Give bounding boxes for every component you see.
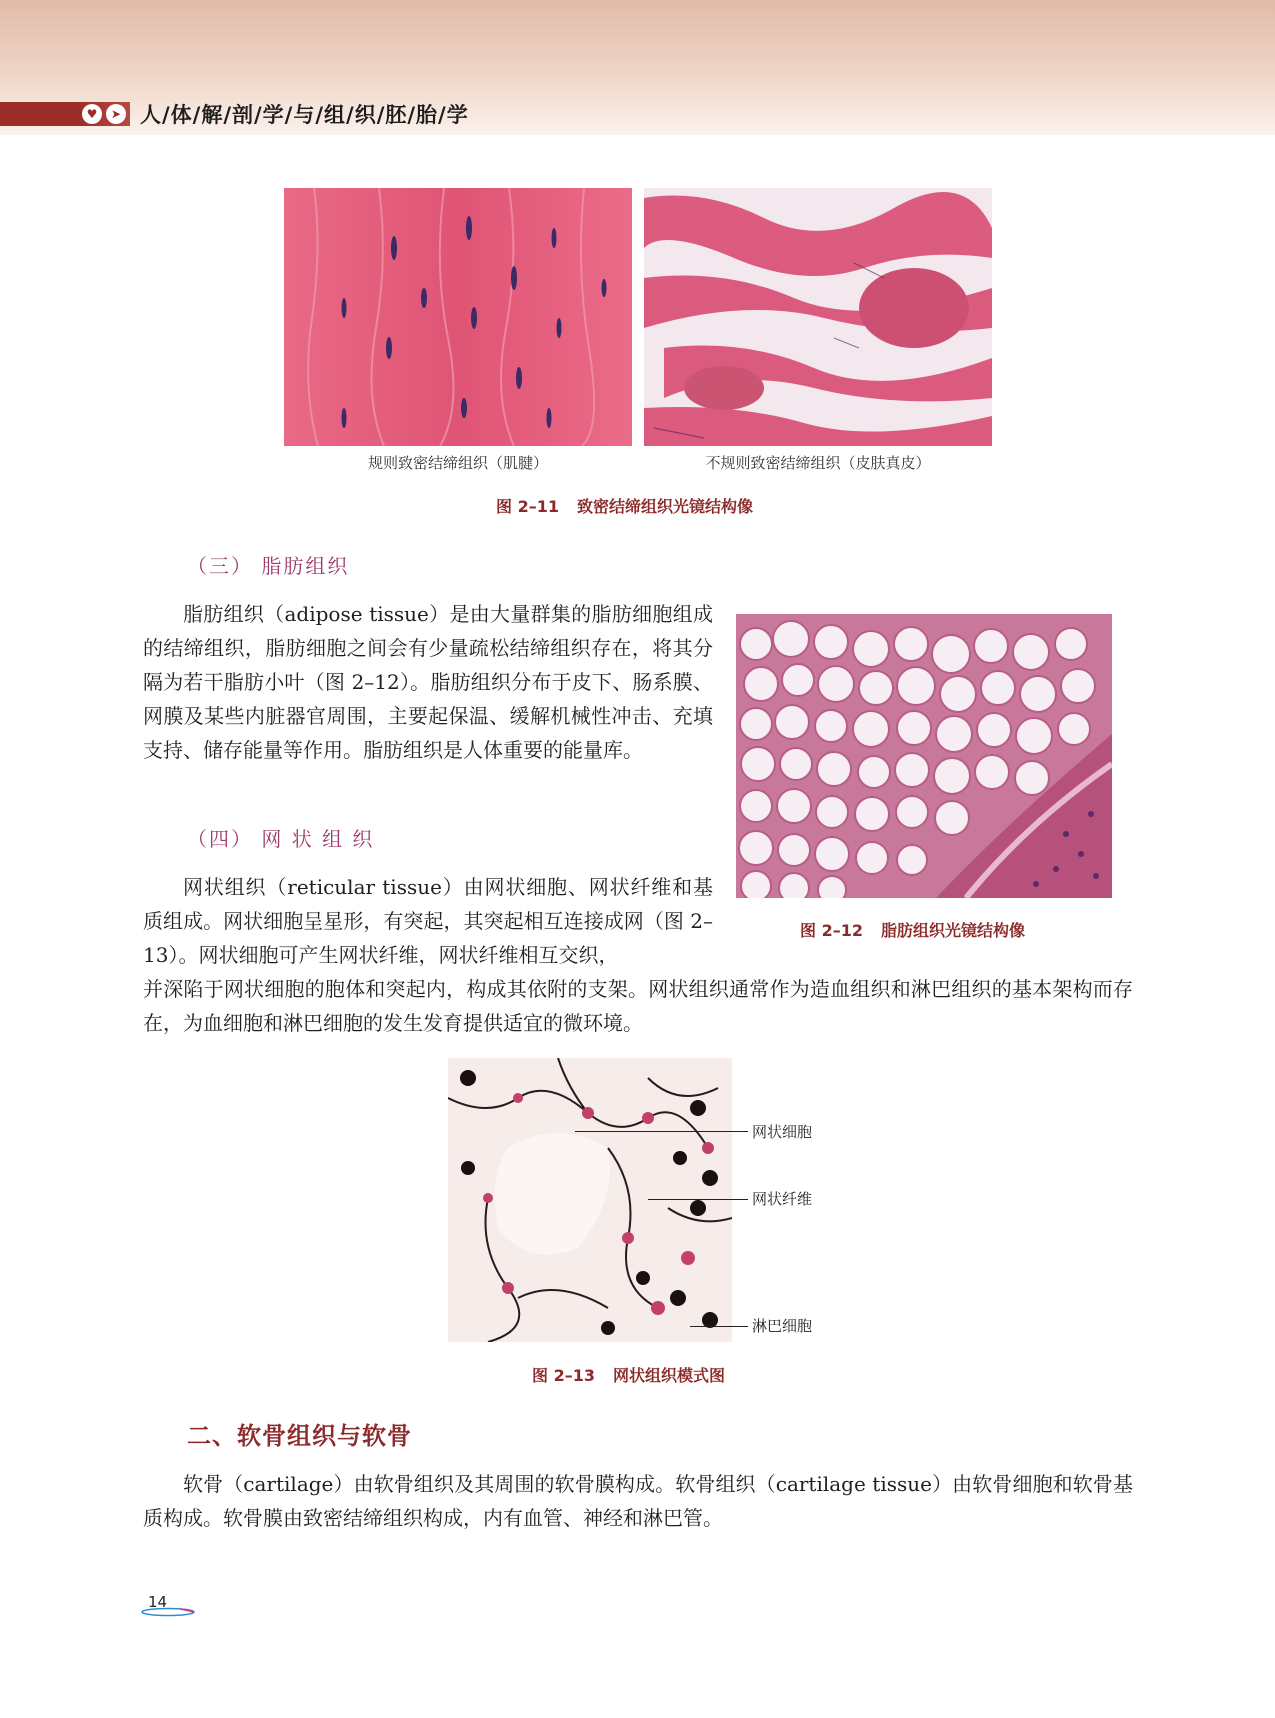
figure-2-11-right-caption: 不规则致密结缔组织（皮肤真皮）: [705, 454, 931, 472]
section-4-heading: （四） 网 状 组 织: [187, 827, 375, 851]
leader-line-lymphocyte: [690, 1326, 748, 1327]
arrow-right-icon: ➤: [106, 104, 126, 124]
leader-line-reticular-fiber: [648, 1199, 748, 1200]
heart-icon: ♥: [82, 104, 102, 124]
figure-number: 图 2–13: [532, 1366, 595, 1385]
header-icon-group: [78, 102, 130, 126]
section-3-paragraph: [143, 597, 713, 767]
section-4-paragraph-wide: [143, 972, 1133, 1040]
paragraph-text: 脂肪组织（adipose tissue）是由大量群集的脂肪细胞组成的结缔组织，脂肪细胞之间会有少量疏松结缔组织存在，将其分隔为若干脂肪小叶（图 2–12）。脂肪组织分布于皮下、肠系膜、网膜及某些内脏器官周围，主要起保温、缓解机械性冲击、充填支持、储存能量等作用。脂肪组织是人体重要的能量库。: [143, 602, 713, 762]
section-two-heading: 二、软骨组织与软骨: [187, 1421, 412, 1450]
running-header: [0, 100, 1275, 127]
paragraph-text: 网状组织（reticular tissue）由网状细胞、网状纤维和基质组成。网状细胞呈星形，有突起，其突起相互连接成网（图 2–13）。网状细胞可产生网状纤维，网状纤维相互交织，: [143, 875, 713, 967]
section-4-paragraph-narrow: [143, 870, 713, 972]
book-title: 人/体/解/剖/学/与/组/织/胚/胎/学: [140, 102, 469, 127]
figure-2-12-title: [800, 918, 1025, 941]
figure-title-text: 脂肪组织光镜结构像: [880, 921, 1025, 940]
paragraph-text: 并深陷于网状细胞的胞体和突起内，构成其依附的支架。网状组织通常作为造血组织和淋巴组织的基本架构而存在，为血细胞和淋巴细胞的发生发育提供适宜的微环境。: [143, 977, 1133, 1035]
tendon-micrograph: [284, 188, 632, 446]
figure-2-13-title: [532, 1363, 725, 1386]
label-reticular-fiber: 网状纤维: [752, 1190, 813, 1208]
figure-title-text: 网状组织模式图: [612, 1366, 725, 1385]
section-two-paragraph: [143, 1467, 1133, 1535]
paragraph-text: 软骨（cartilage）由软骨组织及其周围的软骨膜构成。软骨组织（cartilage tissue）由软骨细胞和软骨基质构成。软骨膜由致密结缔组织构成，内有血管、神经和淋巴管。: [143, 1472, 1133, 1530]
label-lymphocyte: 淋巴细胞: [752, 1317, 813, 1335]
label-reticular-cell: 网状细胞: [752, 1123, 813, 1141]
adipose-micrograph: [736, 614, 1112, 898]
reticular-tissue-diagram: [448, 1058, 732, 1342]
figure-2-11-left-caption: 规则致密结缔组织（肌腱）: [367, 454, 548, 472]
section-3-heading: （三） 脂肪组织: [187, 554, 350, 578]
figure-number: 图 2–12: [800, 921, 863, 940]
dermis-micrograph: [644, 188, 992, 446]
figure-title-text: 致密结缔组织光镜结构像: [576, 497, 753, 516]
leader-line-reticular-cell: [575, 1131, 748, 1132]
header-accent-bar: [0, 102, 78, 126]
figure-number: 图 2–11: [496, 497, 559, 516]
page-number: 14: [148, 1593, 168, 1611]
figure-2-11-title: [496, 494, 753, 517]
